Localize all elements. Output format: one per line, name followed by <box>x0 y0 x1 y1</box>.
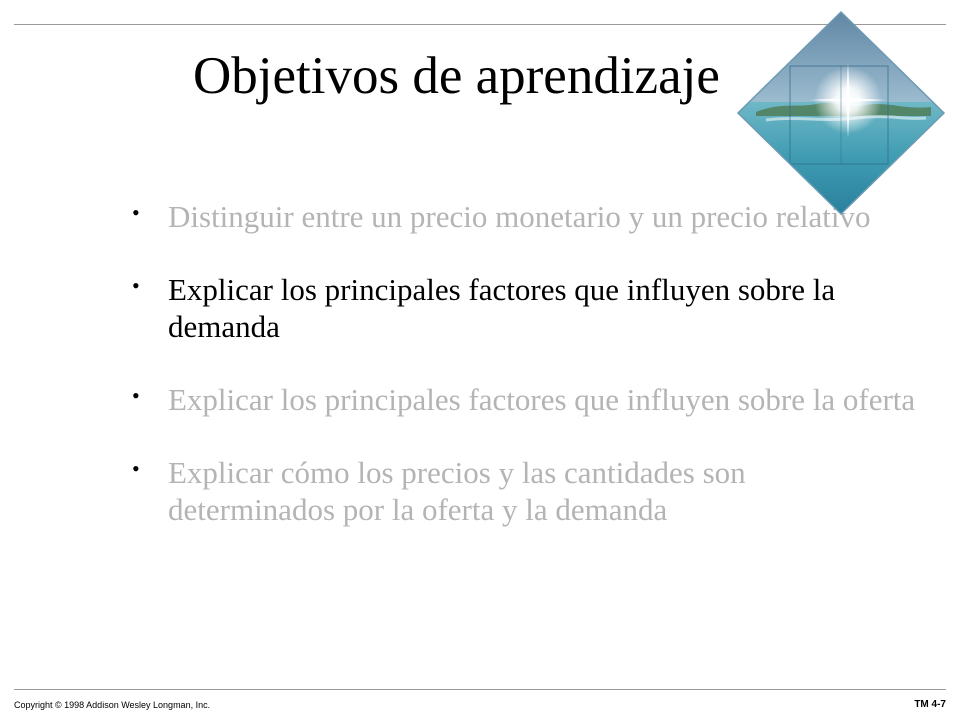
slide-title: Objetivos de aprendizaje <box>193 47 720 105</box>
copyright-notice: Copyright © 1998 Addison Wesley Longman, Inc. <box>14 700 211 710</box>
slide-number: TM 4-7 <box>914 699 946 710</box>
objective-text: Explicar los principales factores que influyen sobre la demanda <box>168 272 836 344</box>
objective-text: Explicar cómo los precios y las cantidades son determinados por la oferta y la demanda <box>168 455 746 527</box>
bullet-icon: • <box>132 200 140 225</box>
bullet-icon: • <box>132 456 140 481</box>
bottom-divider <box>14 689 946 690</box>
objectives-list <box>130 198 920 564</box>
objective-item <box>130 454 920 528</box>
bullet-icon: • <box>132 383 140 408</box>
ocean-photo-diamond <box>736 10 946 216</box>
bullet-icon: • <box>132 273 140 298</box>
objective-text: Explicar los principales factores que influyen sobre la oferta <box>168 382 916 417</box>
objective-item <box>130 381 920 418</box>
objective-item-highlighted <box>130 271 920 345</box>
objective-text: Distinguir entre un precio monetario y un precio relativo <box>168 199 871 234</box>
